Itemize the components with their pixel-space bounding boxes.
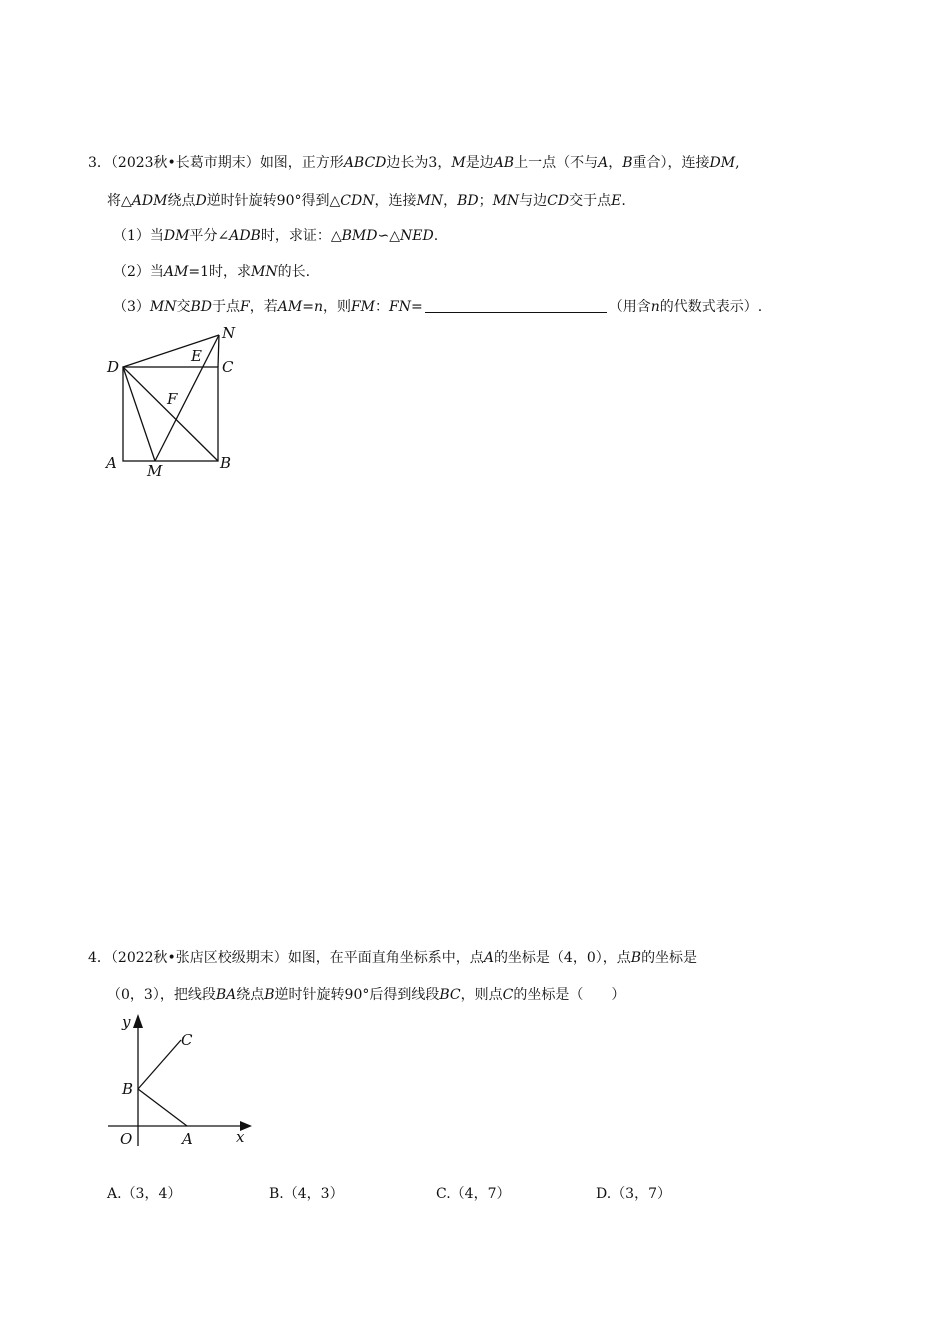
label-B: B [122,1080,134,1098]
problem-4-source: （2022秋•张店区校级期末） [110,950,288,966]
option-a[interactable]: A.（3，4） [107,1186,182,1202]
problem-4-line-1: 4．（2022秋•张店区校级期末）如图，在平面直角坐标系中，点A的坐标是（4，0），点B的坐标是 [88,950,698,966]
problem-4-number: 4． [88,950,111,966]
label-N: N [222,324,236,342]
problem-3-part-1: （1）当DM平分∠ADB时，求证：△BMD∽△NED. [113,228,439,244]
label-E: E [191,347,202,365]
label-B: B [220,454,232,472]
label-D: D [107,358,120,376]
label-O: O [120,1130,133,1148]
option-d[interactable]: D.（3，7） [596,1186,672,1202]
problem-3-line-1: 3．（2023秋•长葛市期末）如图，正方形ABCD边长为3，M是边AB上一点（不与A，B重合），连接DM, [88,155,740,171]
label-M: M [147,462,163,480]
label-C: C [181,1031,193,1049]
label-x: x [236,1128,245,1146]
segment-ba [138,1089,187,1126]
label-A: A [182,1130,193,1148]
problem-3-number: 3． [88,155,111,171]
y-axis-arrow-icon [133,1014,143,1028]
label-F: F [167,390,178,408]
problem-3-part-3: （3）MN交BD于点F，若AM=n，则FM：FN= （用含n的代数式表示）. [113,299,763,315]
label-C: C [222,358,234,376]
problem-3-source: （2023秋•长葛市期末） [110,155,260,171]
option-c[interactable]: C.（4，7） [436,1186,511,1202]
problem-4-line-2: （0，3），把线段BA绕点B逆时针旋转90°后得到线段BC，则点C的坐标是（ ） [107,987,626,1003]
problem-3-part-2: （2）当AM=1时，求MN的长. [113,264,311,280]
problem-3-line-2: 将△ADM绕点D逆时针旋转90°得到△CDN，连接MN，BD；MN与边CD交于点E. [107,193,626,209]
option-b[interactable]: B.（4，3） [269,1186,344,1202]
segment-bc [138,1040,181,1089]
label-A: A [106,454,117,472]
label-y: y [122,1013,131,1031]
